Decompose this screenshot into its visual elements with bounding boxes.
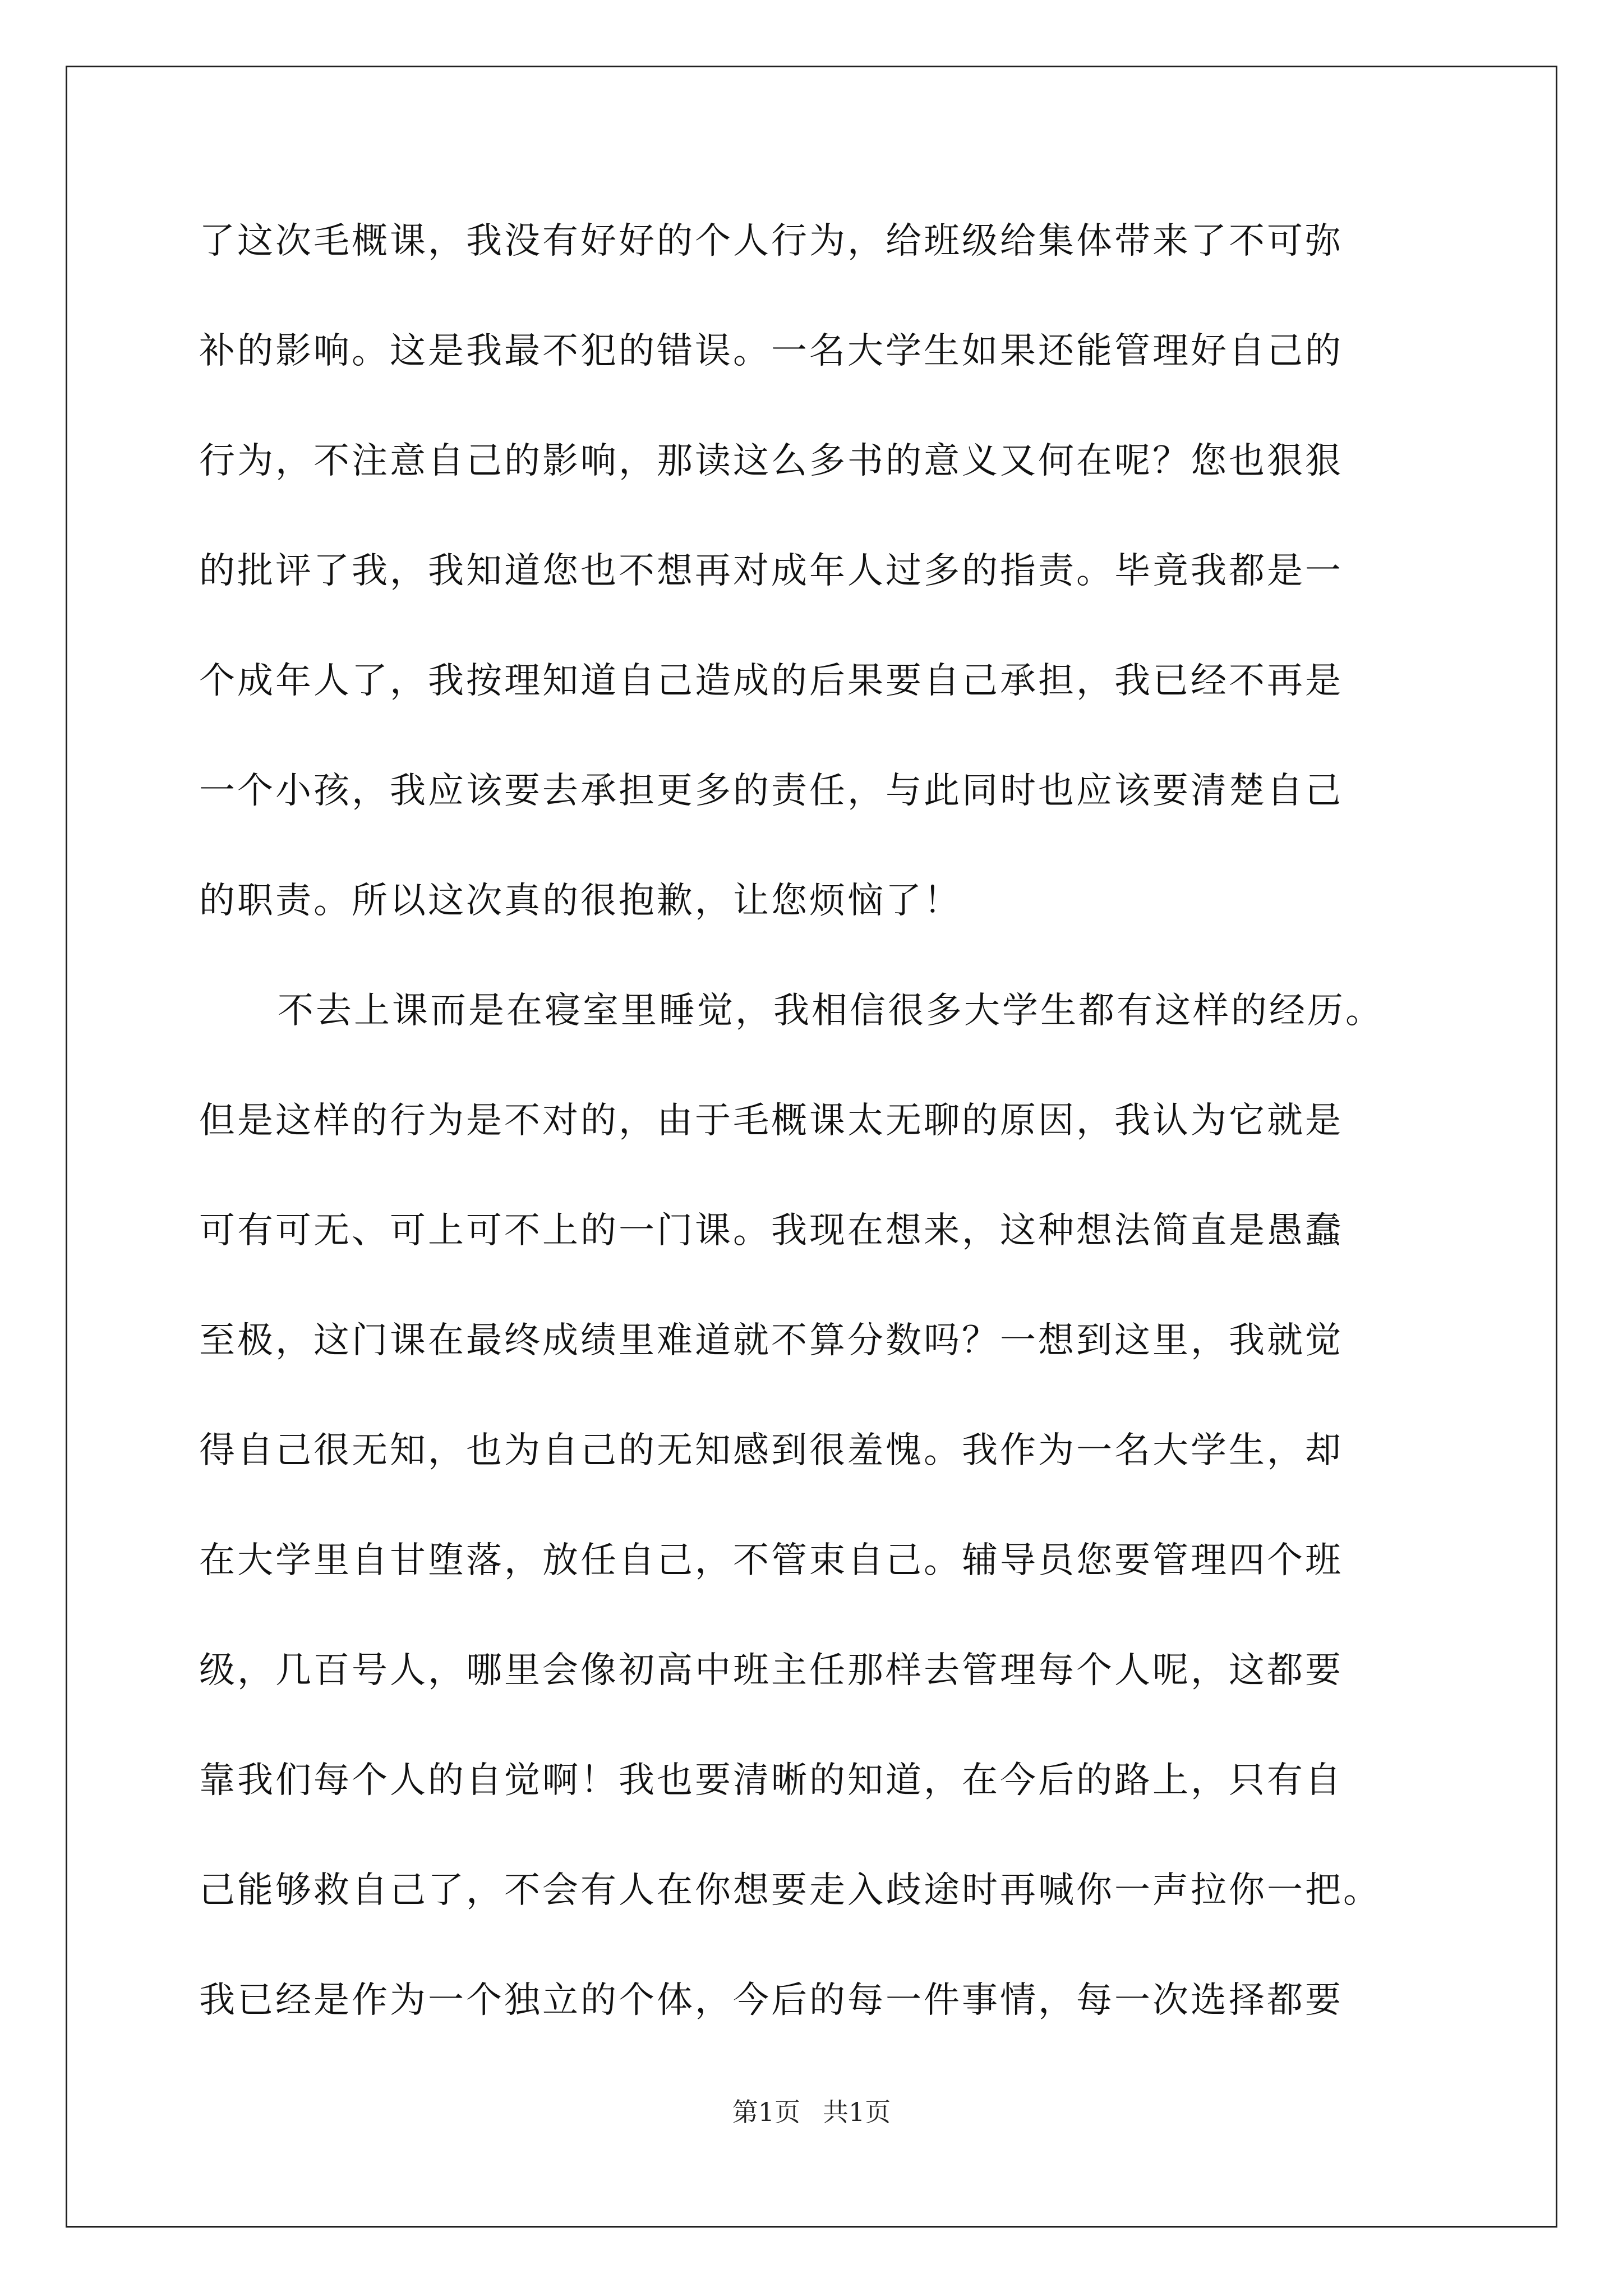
text-line: 的职责。所以这次真的很抱歉，让您烦恼了！	[199, 880, 962, 922]
text-line: 行为，不注意自己的影响，那读这么多书的意义又何在呢？您也狠狠	[199, 440, 1343, 482]
text-line: 我已经是作为一个独立的个体，今后的每一件事情，每一次选择都要	[199, 1980, 1343, 2021]
text-line: 靠我们每个人的自觉啊！我也要清晰的知道，在今后的路上，只有自	[199, 1760, 1343, 1801]
document-body	[199, 202, 1430, 2071]
text-line: 己能够救自己了，不会有人在你想要走入歧途时再喊你一声拉你一把。	[199, 1870, 1381, 1911]
text-line: 可有可无、可上可不上的一门课。我现在想来，这种想法简直是愚蠢	[199, 1210, 1343, 1251]
text-line: 至极，这门课在最终成绩里难道就不算分数吗？一想到这里，我就觉	[199, 1320, 1343, 1361]
text-line: 了这次毛概课，我没有好好的个人行为，给班级给集体带来了不可弥	[199, 220, 1343, 262]
text-line: 级，几百号人，哪里会像初高中班主任那样去管理每个人呢，这都要	[199, 1650, 1343, 1691]
page-total: 共1页	[823, 2097, 891, 2127]
page-number: 第1页	[732, 2097, 800, 2127]
text-line: 的批评了我，我知道您也不想再对成年人过多的指责。毕竟我都是一	[199, 550, 1343, 592]
text-line: 得自己很无知，也为自己的无知感到很羞愧。我作为一名大学生，却	[199, 1430, 1343, 1471]
paragraph-start-line: 不去上课而是在寝室里睡觉，我相信很多大学生都有这样的经历。	[278, 990, 1384, 1032]
text-line: 补的影响。这是我最不犯的错误。一名大学生如果还能管理好自己的	[199, 330, 1343, 372]
text-line: 在大学里自甘堕落，放任自己，不管束自己。辅导员您要管理四个班	[199, 1540, 1343, 1581]
text-line: 但是这样的行为是不对的，由于毛概课太无聊的原因，我认为它就是	[199, 1100, 1343, 1142]
text-line: 个成年人了，我按理知道自己造成的后果要自己承担，我已经不再是	[199, 660, 1343, 702]
text-line: 一个小孩，我应该要去承担更多的责任，与此同时也应该要清楚自己	[199, 770, 1343, 812]
page-footer	[0, 2095, 1623, 2129]
